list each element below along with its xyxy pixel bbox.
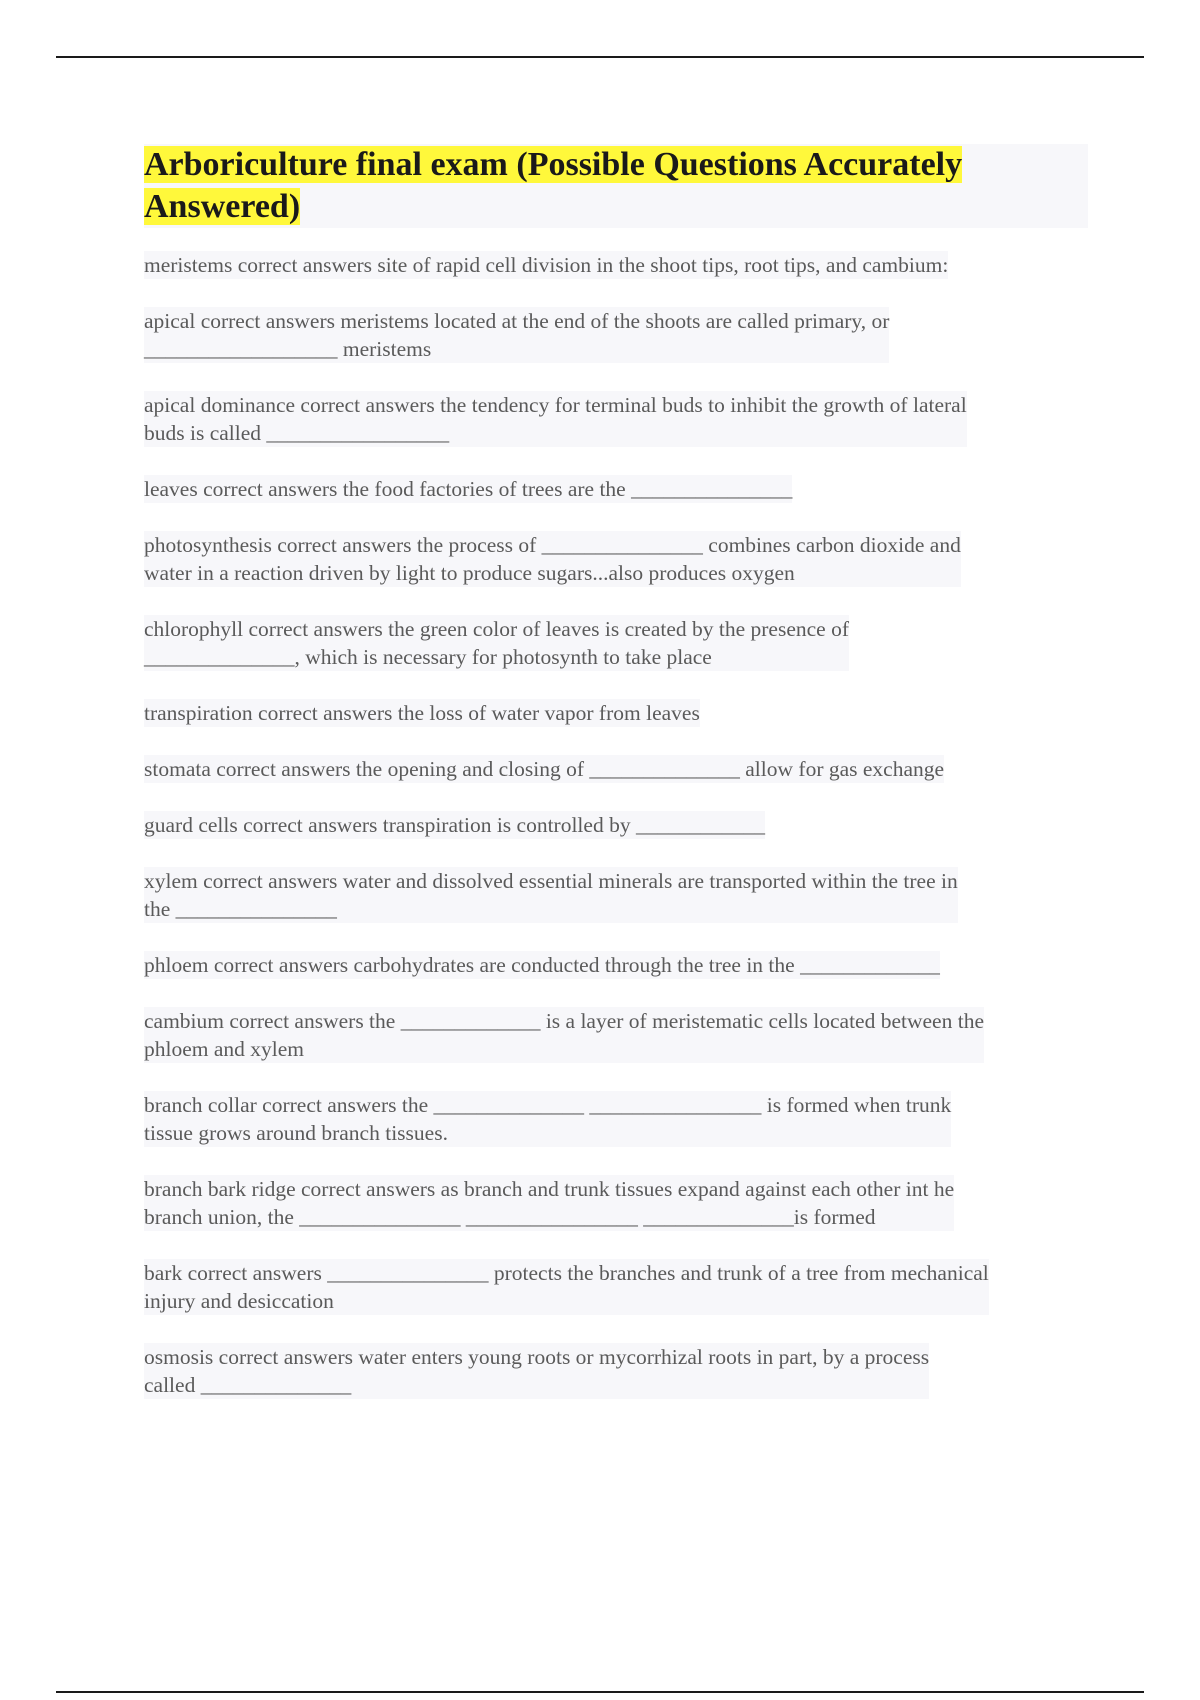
question-line: leaves correct answers the food factories of trees are the _______________ (144, 477, 793, 501)
question-item (144, 251, 948, 279)
question-line: water in a reaction driven by light to produce sugars...also produces oxygen (144, 561, 795, 585)
question-line: bark correct answers _______________ protects the branches and trunk of a tree from mechanical (144, 1261, 989, 1285)
question-item (144, 811, 765, 839)
question-line: the _______________ (144, 897, 337, 921)
question-line: phloem and xylem (144, 1037, 305, 1061)
question-line: buds is called _________________ (144, 421, 450, 445)
question-line: meristems correct answers site of rapid cell division in the shoot tips, root tips, and cambium: (144, 253, 949, 277)
question-item (144, 755, 944, 783)
question-line: guard cells correct answers transpiration is controlled by ____________ (144, 813, 765, 837)
document-title (144, 144, 1088, 228)
question-item (144, 531, 961, 587)
title-line-2: Answered) (144, 188, 301, 225)
question-line: injury and desiccation (144, 1289, 334, 1313)
question-line: ______________, which is necessary for photosynth to take place (144, 645, 712, 669)
question-item (144, 1343, 929, 1399)
question-line: osmosis correct answers water enters young roots or mycorrhizal roots in part, by a process (144, 1345, 930, 1369)
question-item (144, 307, 889, 363)
question-item (144, 1259, 989, 1315)
question-item (144, 699, 700, 727)
question-line: stomata correct answers the opening and closing of ______________ allow for gas exchange (144, 757, 945, 781)
question-line: called ______________ (144, 1373, 352, 1397)
question-line: xylem correct answers water and dissolved essential minerals are transported within the tree in (144, 869, 958, 893)
question-line: cambium correct answers the _____________ is a layer of meristematic cells located between the (144, 1009, 984, 1033)
question-line: branch union, the _______________ ________________ ______________is formed (144, 1205, 876, 1229)
question-item (144, 1175, 954, 1231)
question-item (144, 391, 967, 447)
question-item (144, 951, 940, 979)
question-item (144, 1007, 984, 1063)
question-line: branch bark ridge correct answers as branch and trunk tissues expand against each other int he (144, 1177, 955, 1201)
question-item (144, 867, 958, 923)
top-rule (56, 56, 1144, 58)
question-item (144, 1091, 951, 1147)
question-line: apical correct answers meristems located at the end of the shoots are called primary, or (144, 309, 890, 333)
question-line: phloem correct answers carbohydrates are conducted through the tree in the _____________ (144, 953, 940, 977)
bottom-rule (56, 1691, 1144, 1693)
question-line: tissue grows around branch tissues. (144, 1121, 448, 1145)
question-line: __________________ meristems (144, 337, 432, 361)
question-line: transpiration correct answers the loss of water vapor from leaves (144, 701, 700, 725)
question-line: branch collar correct answers the ______________ ________________ is formed when trunk (144, 1093, 952, 1117)
question-list (144, 251, 1094, 1427)
question-item (144, 615, 849, 671)
question-line: chlorophyll correct answers the green color of leaves is created by the presence of (144, 617, 850, 641)
question-line: photosynthesis correct answers the process of _______________ combines carbon dioxide and (144, 533, 961, 557)
question-item (144, 475, 792, 503)
question-line: apical dominance correct answers the tendency for terminal buds to inhibit the growth of lateral (144, 393, 967, 417)
title-line-1: Arboriculture final exam (Possible Questions Accurately (144, 146, 963, 183)
